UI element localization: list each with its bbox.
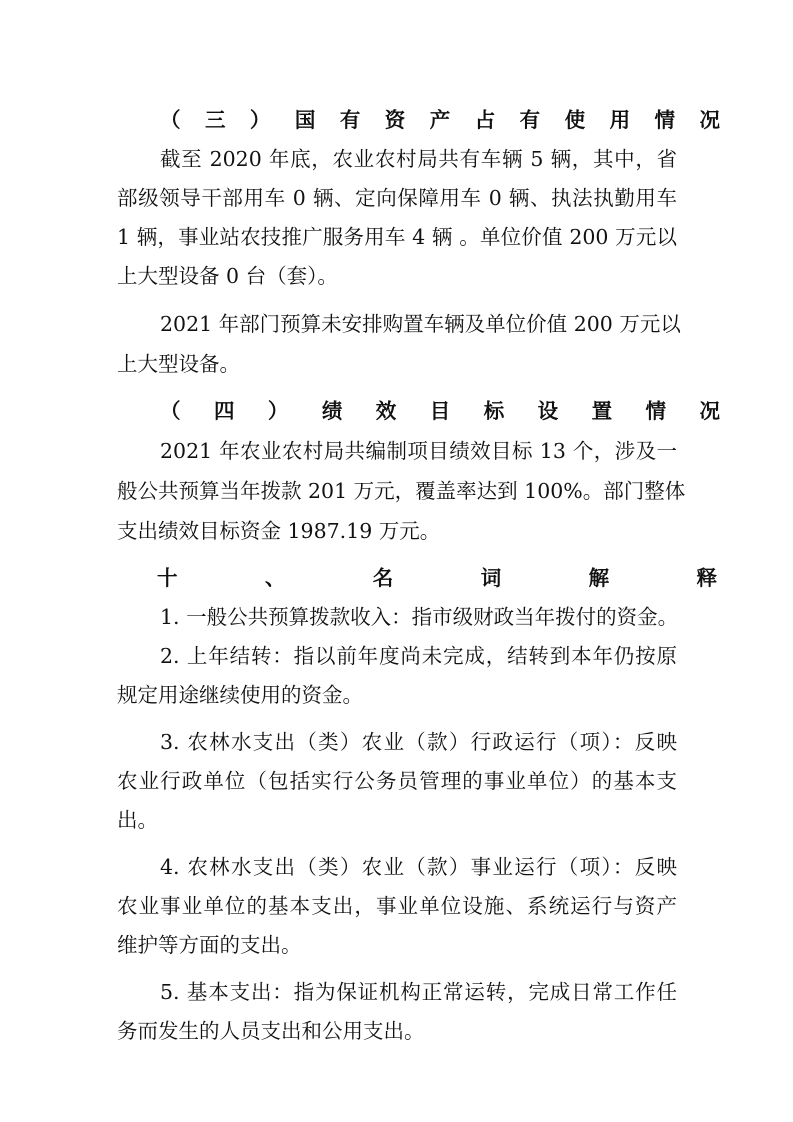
glossary-item: 出。: [117, 808, 158, 832]
glossary-item: 农业行政单位（包括实行公务员管理的事业单位）的基本支: [117, 769, 677, 793]
glossary-item: 3. 农林水支出（类）农业（款）行政运行（项）：反映: [160, 730, 677, 754]
paragraph-line: 1 辆，事业站农技推广服务用车 4 辆 。单位价值 200 万元以: [117, 225, 677, 249]
paragraph-line: 2021 年农业农村局共编制项目绩效目标 13 个，涉及一: [160, 439, 677, 463]
glossary-item: 规定用途继续使用的资金。: [117, 683, 363, 707]
section-heading-glossary: 十、名词解释: [157, 566, 717, 590]
section-heading-state-assets: （三）国有资产占有使用情况: [160, 108, 720, 132]
glossary-item: 5. 基本支出：指为保证机构正常运转，完成日常工作任: [160, 980, 677, 1004]
paragraph-line: 截至 2020 年底，农业农村局共有车辆 5 辆，其中，省: [160, 147, 677, 171]
section-heading-performance-goals: （四）绩效目标设置情况: [160, 399, 720, 423]
paragraph-line: 上大型设备。: [117, 352, 240, 376]
paragraph-line: 上大型设备 0 台（套）。: [117, 264, 338, 288]
glossary-item: 维护等方面的支出。: [117, 933, 302, 957]
glossary-item: 1. 一般公共预算拨款收入：指市级财政当年拨付的资金。: [160, 605, 679, 629]
glossary-item: 务而发生的人员支出和公用支出。: [117, 1019, 425, 1043]
glossary-item: 2. 上年结转：指以前年度尚未完成，结转到本年仍按原: [160, 644, 677, 668]
paragraph-line: 般公共预算当年拨款 201 万元，覆盖率达到 100%。部门整体: [117, 479, 686, 503]
paragraph-line: 支出绩效目标资金 1987.19 万元。: [117, 519, 441, 543]
paragraph-line: 部级领导干部用车 0 辆、定向保障用车 0 辆、执法执勤用车: [117, 186, 677, 210]
paragraph-line: 2021 年部门预算未安排购置车辆及单位价值 200 万元以: [160, 312, 681, 336]
glossary-item: 农业事业单位的基本支出，事业单位设施、系统运行与资产: [117, 894, 677, 918]
glossary-item: 4. 农林水支出（类）农业（款）事业运行（项）：反映: [160, 855, 677, 879]
